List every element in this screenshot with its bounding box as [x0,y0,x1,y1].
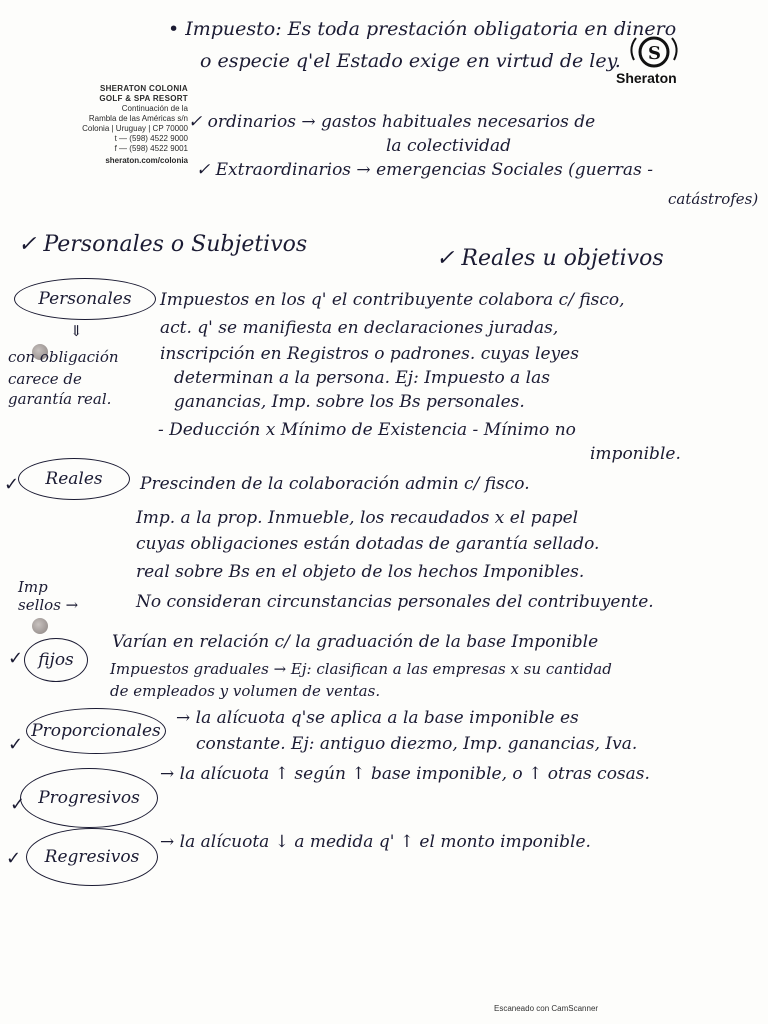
reales-line-2: Imp. a la prop. Inmueble, los recaudados x el papel [136,508,579,528]
label-personales: Personales [38,289,132,309]
check-icon: ✓ [6,848,22,869]
fijos-line-2: Impuestos graduales → Ej: clasifican a las empresas x su cantidad [110,660,612,678]
letterhead-address-1: Continuación de la [121,104,188,113]
label-regresivos: Regresivos [44,847,140,867]
check-icon: ✓ [8,734,24,755]
note-line-impuesto: • Impuesto: Es toda prestación obligatoria en dinero [168,18,677,40]
margin-note-2: carece de [8,370,82,388]
letterhead-phone: t — (598) 4522 9000 [114,134,188,143]
personales-line-3: inscripción en Registros o padrones. cuyas leyes [160,344,579,364]
margin-sellos: sellos → [18,596,79,614]
personales-line-1: Impuestos en los q' el contribuyente colabora c/ fisco, [160,290,625,310]
proporcionales-line-1: → la alícuota q'se aplica a la base imponible es [176,708,579,728]
personales-line-5: ganancias, Imp. sobre los Bs personales. [174,392,525,412]
section-title-personales: ✓ Personales o Subjetivos [18,232,308,257]
oval-label-proporcionales [26,708,166,754]
fijos-line-3: de empleados y volumen de ventas. [110,682,381,700]
label-fijos: fijos [38,650,74,670]
check-icon: ✓ [10,794,26,815]
margin-note-1: con obligación [8,348,119,366]
margin-note-3: garantía real. [8,390,112,408]
proporcionales-line-2: constante. Ej: antiguo diezmo, Imp. ganancias, Iva. [196,734,638,754]
punch-hole [32,618,48,634]
reales-line-4: real sobre Bs en el objeto de los hechos Imponibles. [136,562,585,582]
note-line-ordinarios-2: la colectividad [386,136,511,156]
hotel-letterhead [60,84,188,166]
fijos-line-1: Varían en relación c/ la graduación de la base Imponible [112,632,599,652]
margin-imp: Imp [18,578,48,596]
oval-label-personales [14,278,156,320]
letterhead-address-3: Colonia | Uruguay | CP 70000 [82,124,188,133]
oval-label-regresivos [26,828,158,886]
letterhead-website: sheraton.com/colonia [105,156,188,165]
note-line-ordinarios: ✓ ordinarios → gastos habituales necesarios de [188,112,596,132]
scanner-footer: Escaneado con CamScanner [494,1004,599,1013]
label-reales: Reales [45,469,103,489]
personales-line-7: imponible. [590,444,681,464]
letterhead-address-2: Rambla de las Américas s/n [88,114,188,123]
svg-text:S: S [648,43,661,64]
reales-line-1: Prescinden de la colaboración admin c/ fisco. [140,474,530,494]
letterhead-name-1: SHERATON COLONIA [99,84,188,93]
letterhead-fax: f — (598) 4522 9001 [114,144,188,153]
reales-line-3: cuyas obligaciones están dotadas de garantía sellado. [136,534,600,554]
reales-line-5: No consideran circunstancias personales del contribuyente. [136,592,654,612]
oval-label-reales [18,458,130,500]
letterhead-name-2: GOLF & SPA RESORT [99,94,188,103]
check-icon: ✓ [8,648,24,669]
sheraton-logo-word: Sheraton [616,70,677,86]
arrow-down-icon: ⇓ [70,322,83,340]
label-proporcionales: Proporcionales [31,721,161,741]
note-line-extraordinarios-2: catástrofes) [668,190,759,208]
label-progresivos: Progresivos [38,788,140,808]
oval-label-progresivos [20,768,158,828]
check-icon: ✓ [4,474,20,495]
personales-line-6: - Deducción x Mínimo de Existencia - Mínimo no [158,420,576,440]
sheraton-logo-icon [612,30,722,100]
oval-label-fijos [24,638,88,682]
regresivos-line-1: → la alícuota ↓ a medida q' ↑ el monto imponible. [160,832,591,852]
personales-line-4: determinan a la persona. Ej: Impuesto a las [174,368,550,388]
section-title-reales: ✓ Reales u objetivos [436,246,664,271]
personales-line-2: act. q' se manifiesta en declaraciones juradas, [160,318,559,338]
note-line-extraordinarios: ✓ Extraordinarios → emergencias Sociales (guerras - [196,160,653,180]
progresivos-line-1: → la alícuota ↑ según ↑ base imponible, o ↑ otras cosas. [160,764,650,784]
note-line-impuesto-2: o especie q'el Estado exige en virtud de ley. [200,50,621,72]
